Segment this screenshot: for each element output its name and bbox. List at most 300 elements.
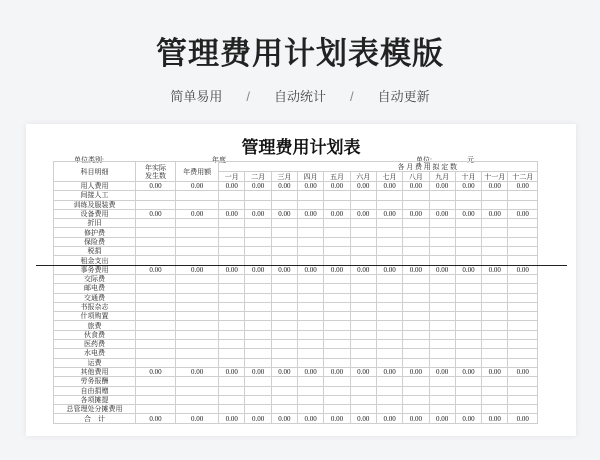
value-cell[interactable] — [271, 321, 297, 330]
value-cell[interactable] — [350, 349, 376, 358]
value-cell[interactable] — [136, 330, 176, 339]
value-cell[interactable] — [298, 200, 324, 209]
value-cell[interactable] — [136, 293, 176, 302]
value-cell[interactable]: 0.00 — [455, 414, 481, 423]
value-cell[interactable] — [455, 395, 481, 404]
value-cell[interactable] — [271, 302, 297, 311]
value-cell[interactable]: 0.00 — [376, 414, 402, 423]
value-cell[interactable] — [136, 237, 176, 246]
value-cell[interactable] — [350, 256, 376, 265]
value-cell[interactable] — [455, 274, 481, 283]
value-cell[interactable] — [271, 237, 297, 246]
value-cell[interactable] — [298, 228, 324, 237]
value-cell[interactable] — [324, 349, 350, 358]
value-cell[interactable] — [429, 274, 455, 283]
value-cell[interactable]: 0.00 — [508, 265, 538, 274]
value-cell[interactable]: 0.00 — [176, 209, 219, 218]
value-cell[interactable] — [508, 237, 538, 246]
value-cell[interactable] — [298, 219, 324, 228]
value-cell[interactable] — [350, 237, 376, 246]
value-cell[interactable] — [455, 228, 481, 237]
value-cell[interactable] — [482, 405, 508, 414]
value-cell[interactable] — [271, 191, 297, 200]
value-cell[interactable] — [176, 312, 219, 321]
value-cell[interactable] — [298, 386, 324, 395]
value-cell[interactable] — [350, 191, 376, 200]
value-cell[interactable] — [455, 349, 481, 358]
value-cell[interactable]: 0.00 — [403, 182, 429, 191]
value-cell[interactable] — [219, 293, 245, 302]
value-cell[interactable]: 0.00 — [271, 182, 297, 191]
value-cell[interactable] — [455, 340, 481, 349]
value-cell[interactable]: 0.00 — [508, 182, 538, 191]
value-cell[interactable]: 0.00 — [136, 367, 176, 376]
value-cell[interactable] — [376, 395, 402, 404]
value-cell[interactable] — [324, 330, 350, 339]
value-cell[interactable] — [298, 237, 324, 246]
value-cell[interactable] — [324, 302, 350, 311]
value-cell[interactable] — [403, 284, 429, 293]
value-cell[interactable] — [324, 237, 350, 246]
value-cell[interactable] — [429, 330, 455, 339]
value-cell[interactable] — [429, 200, 455, 209]
value-cell[interactable] — [176, 256, 219, 265]
value-cell[interactable] — [429, 302, 455, 311]
value-cell[interactable] — [403, 219, 429, 228]
value-cell[interactable]: 0.00 — [176, 367, 219, 376]
value-cell[interactable] — [219, 405, 245, 414]
value-cell[interactable] — [136, 247, 176, 256]
value-cell[interactable] — [508, 321, 538, 330]
value-cell[interactable] — [176, 340, 219, 349]
value-cell[interactable] — [219, 200, 245, 209]
value-cell[interactable] — [324, 386, 350, 395]
value-cell[interactable]: 0.00 — [482, 367, 508, 376]
value-cell[interactable]: 0.00 — [376, 209, 402, 218]
value-cell[interactable] — [298, 377, 324, 386]
value-cell[interactable]: 0.00 — [271, 209, 297, 218]
value-cell[interactable] — [508, 386, 538, 395]
value-cell[interactable] — [350, 293, 376, 302]
value-cell[interactable] — [219, 191, 245, 200]
value-cell[interactable] — [429, 358, 455, 367]
value-cell[interactable] — [245, 349, 271, 358]
value-cell[interactable] — [219, 312, 245, 321]
value-cell[interactable] — [482, 340, 508, 349]
value-cell[interactable] — [508, 284, 538, 293]
value-cell[interactable] — [324, 395, 350, 404]
value-cell[interactable] — [429, 191, 455, 200]
value-cell[interactable] — [482, 377, 508, 386]
value-cell[interactable] — [136, 200, 176, 209]
value-cell[interactable] — [245, 340, 271, 349]
value-cell[interactable]: 0.00 — [298, 209, 324, 218]
value-cell[interactable] — [271, 247, 297, 256]
value-cell[interactable]: 0.00 — [136, 182, 176, 191]
value-cell[interactable] — [136, 386, 176, 395]
value-cell[interactable] — [376, 330, 402, 339]
value-cell[interactable] — [219, 395, 245, 404]
value-cell[interactable] — [245, 358, 271, 367]
value-cell[interactable] — [350, 302, 376, 311]
value-cell[interactable] — [376, 386, 402, 395]
value-cell[interactable] — [324, 256, 350, 265]
value-cell[interactable] — [219, 302, 245, 311]
value-cell[interactable] — [324, 312, 350, 321]
value-cell[interactable] — [176, 395, 219, 404]
value-cell[interactable] — [376, 274, 402, 283]
value-cell[interactable] — [403, 191, 429, 200]
value-cell[interactable] — [271, 293, 297, 302]
value-cell[interactable]: 0.00 — [350, 182, 376, 191]
value-cell[interactable] — [429, 386, 455, 395]
value-cell[interactable] — [324, 321, 350, 330]
value-cell[interactable] — [403, 302, 429, 311]
value-cell[interactable] — [245, 228, 271, 237]
value-cell[interactable] — [324, 228, 350, 237]
value-cell[interactable]: 0.00 — [350, 265, 376, 274]
value-cell[interactable] — [429, 405, 455, 414]
value-cell[interactable] — [508, 312, 538, 321]
value-cell[interactable] — [376, 358, 402, 367]
value-cell[interactable] — [176, 405, 219, 414]
value-cell[interactable] — [136, 405, 176, 414]
value-cell[interactable] — [508, 200, 538, 209]
value-cell[interactable] — [482, 302, 508, 311]
value-cell[interactable] — [324, 284, 350, 293]
value-cell[interactable]: 0.00 — [429, 182, 455, 191]
value-cell[interactable]: 0.00 — [508, 414, 538, 423]
value-cell[interactable] — [508, 377, 538, 386]
value-cell[interactable]: 0.00 — [324, 265, 350, 274]
value-cell[interactable] — [508, 293, 538, 302]
value-cell[interactable] — [136, 377, 176, 386]
value-cell[interactable]: 0.00 — [455, 182, 481, 191]
value-cell[interactable] — [245, 200, 271, 209]
value-cell[interactable]: 0.00 — [429, 414, 455, 423]
value-cell[interactable] — [482, 330, 508, 339]
value-cell[interactable] — [508, 191, 538, 200]
value-cell[interactable] — [376, 191, 402, 200]
value-cell[interactable] — [245, 377, 271, 386]
value-cell[interactable] — [271, 330, 297, 339]
value-cell[interactable] — [350, 284, 376, 293]
value-cell[interactable] — [455, 284, 481, 293]
value-cell[interactable] — [403, 386, 429, 395]
value-cell[interactable] — [136, 358, 176, 367]
value-cell[interactable] — [176, 274, 219, 283]
value-cell[interactable] — [219, 284, 245, 293]
value-cell[interactable]: 0.00 — [298, 265, 324, 274]
value-cell[interactable] — [245, 284, 271, 293]
value-cell[interactable] — [219, 228, 245, 237]
value-cell[interactable] — [350, 330, 376, 339]
value-cell[interactable] — [245, 386, 271, 395]
value-cell[interactable] — [245, 330, 271, 339]
value-cell[interactable] — [298, 358, 324, 367]
value-cell[interactable] — [136, 191, 176, 200]
value-cell[interactable] — [324, 191, 350, 200]
value-cell[interactable] — [455, 191, 481, 200]
value-cell[interactable]: 0.00 — [403, 367, 429, 376]
value-cell[interactable] — [350, 395, 376, 404]
value-cell[interactable] — [508, 256, 538, 265]
value-cell[interactable] — [245, 219, 271, 228]
value-cell[interactable]: 0.00 — [136, 265, 176, 274]
value-cell[interactable] — [176, 191, 219, 200]
value-cell[interactable] — [508, 302, 538, 311]
value-cell[interactable] — [482, 386, 508, 395]
value-cell[interactable] — [376, 377, 402, 386]
value-cell[interactable] — [482, 358, 508, 367]
value-cell[interactable] — [298, 293, 324, 302]
value-cell[interactable] — [508, 395, 538, 404]
value-cell[interactable] — [176, 200, 219, 209]
value-cell[interactable]: 0.00 — [376, 367, 402, 376]
value-cell[interactable] — [136, 302, 176, 311]
value-cell[interactable] — [350, 219, 376, 228]
value-cell[interactable] — [136, 228, 176, 237]
value-cell[interactable] — [455, 321, 481, 330]
value-cell[interactable]: 0.00 — [245, 414, 271, 423]
value-cell[interactable] — [403, 256, 429, 265]
value-cell[interactable] — [219, 237, 245, 246]
value-cell[interactable] — [455, 358, 481, 367]
value-cell[interactable] — [403, 274, 429, 283]
value-cell[interactable]: 0.00 — [219, 182, 245, 191]
value-cell[interactable]: 0.00 — [376, 265, 402, 274]
value-cell[interactable] — [482, 237, 508, 246]
value-cell[interactable] — [176, 349, 219, 358]
value-cell[interactable]: 0.00 — [482, 209, 508, 218]
value-cell[interactable] — [350, 200, 376, 209]
value-cell[interactable] — [403, 237, 429, 246]
value-cell[interactable] — [455, 219, 481, 228]
value-cell[interactable] — [176, 358, 219, 367]
value-cell[interactable]: 0.00 — [176, 265, 219, 274]
value-cell[interactable] — [482, 284, 508, 293]
value-cell[interactable] — [219, 340, 245, 349]
value-cell[interactable] — [455, 293, 481, 302]
value-cell[interactable] — [136, 256, 176, 265]
value-cell[interactable] — [455, 377, 481, 386]
value-cell[interactable]: 0.00 — [219, 414, 245, 423]
value-cell[interactable] — [219, 219, 245, 228]
value-cell[interactable] — [482, 219, 508, 228]
value-cell[interactable] — [219, 321, 245, 330]
value-cell[interactable]: 0.00 — [324, 209, 350, 218]
value-cell[interactable] — [271, 405, 297, 414]
value-cell[interactable] — [350, 405, 376, 414]
value-cell[interactable] — [298, 330, 324, 339]
value-cell[interactable] — [429, 228, 455, 237]
value-cell[interactable] — [324, 200, 350, 209]
value-cell[interactable] — [176, 228, 219, 237]
value-cell[interactable]: 0.00 — [482, 414, 508, 423]
value-cell[interactable]: 0.00 — [271, 265, 297, 274]
value-cell[interactable] — [376, 302, 402, 311]
value-cell[interactable] — [298, 340, 324, 349]
value-cell[interactable] — [245, 405, 271, 414]
value-cell[interactable] — [176, 284, 219, 293]
value-cell[interactable] — [298, 247, 324, 256]
value-cell[interactable]: 0.00 — [324, 182, 350, 191]
value-cell[interactable] — [271, 312, 297, 321]
value-cell[interactable] — [482, 349, 508, 358]
value-cell[interactable] — [219, 247, 245, 256]
value-cell[interactable]: 0.00 — [324, 414, 350, 423]
value-cell[interactable]: 0.00 — [219, 367, 245, 376]
value-cell[interactable]: 0.00 — [508, 209, 538, 218]
value-cell[interactable] — [403, 377, 429, 386]
value-cell[interactable] — [176, 302, 219, 311]
value-cell[interactable]: 0.00 — [376, 182, 402, 191]
value-cell[interactable] — [219, 330, 245, 339]
value-cell[interactable] — [482, 321, 508, 330]
value-cell[interactable] — [176, 237, 219, 246]
value-cell[interactable]: 0.00 — [271, 414, 297, 423]
value-cell[interactable] — [482, 256, 508, 265]
value-cell[interactable] — [482, 228, 508, 237]
value-cell[interactable] — [455, 405, 481, 414]
value-cell[interactable] — [455, 386, 481, 395]
value-cell[interactable] — [429, 219, 455, 228]
value-cell[interactable] — [298, 302, 324, 311]
value-cell[interactable] — [482, 395, 508, 404]
value-cell[interactable] — [219, 386, 245, 395]
value-cell[interactable] — [136, 312, 176, 321]
value-cell[interactable]: 0.00 — [271, 367, 297, 376]
value-cell[interactable] — [376, 247, 402, 256]
value-cell[interactable] — [245, 321, 271, 330]
value-cell[interactable]: 0.00 — [455, 265, 481, 274]
value-cell[interactable] — [455, 200, 481, 209]
value-cell[interactable] — [403, 330, 429, 339]
value-cell[interactable]: 0.00 — [176, 182, 219, 191]
value-cell[interactable] — [271, 274, 297, 283]
value-cell[interactable] — [324, 377, 350, 386]
value-cell[interactable]: 0.00 — [298, 414, 324, 423]
value-cell[interactable] — [403, 293, 429, 302]
value-cell[interactable] — [455, 312, 481, 321]
value-cell[interactable] — [298, 284, 324, 293]
value-cell[interactable]: 0.00 — [298, 182, 324, 191]
value-cell[interactable]: 0.00 — [245, 367, 271, 376]
value-cell[interactable] — [350, 377, 376, 386]
value-cell[interactable] — [136, 284, 176, 293]
value-cell[interactable] — [298, 395, 324, 404]
value-cell[interactable] — [298, 321, 324, 330]
value-cell[interactable] — [271, 228, 297, 237]
value-cell[interactable] — [429, 340, 455, 349]
value-cell[interactable]: 0.00 — [403, 414, 429, 423]
value-cell[interactable]: 0.00 — [219, 209, 245, 218]
value-cell[interactable] — [508, 247, 538, 256]
value-cell[interactable] — [376, 349, 402, 358]
value-cell[interactable] — [350, 358, 376, 367]
value-cell[interactable]: 0.00 — [455, 367, 481, 376]
value-cell[interactable] — [376, 200, 402, 209]
value-cell[interactable]: 0.00 — [245, 182, 271, 191]
value-cell[interactable] — [350, 274, 376, 283]
value-cell[interactable] — [219, 358, 245, 367]
value-cell[interactable] — [429, 349, 455, 358]
value-cell[interactable]: 0.00 — [350, 209, 376, 218]
value-cell[interactable] — [455, 247, 481, 256]
value-cell[interactable]: 0.00 — [482, 182, 508, 191]
value-cell[interactable] — [219, 256, 245, 265]
value-cell[interactable] — [376, 340, 402, 349]
value-cell[interactable] — [376, 284, 402, 293]
value-cell[interactable] — [324, 358, 350, 367]
value-cell[interactable] — [350, 228, 376, 237]
value-cell[interactable] — [298, 274, 324, 283]
value-cell[interactable] — [350, 321, 376, 330]
value-cell[interactable] — [271, 358, 297, 367]
value-cell[interactable] — [271, 256, 297, 265]
value-cell[interactable] — [245, 274, 271, 283]
value-cell[interactable] — [324, 293, 350, 302]
value-cell[interactable] — [324, 274, 350, 283]
value-cell[interactable] — [271, 377, 297, 386]
value-cell[interactable] — [245, 247, 271, 256]
value-cell[interactable] — [376, 219, 402, 228]
value-cell[interactable] — [219, 349, 245, 358]
value-cell[interactable] — [429, 237, 455, 246]
value-cell[interactable] — [482, 247, 508, 256]
value-cell[interactable] — [429, 284, 455, 293]
value-cell[interactable] — [403, 395, 429, 404]
value-cell[interactable] — [482, 191, 508, 200]
value-cell[interactable] — [176, 377, 219, 386]
value-cell[interactable] — [403, 405, 429, 414]
value-cell[interactable] — [324, 340, 350, 349]
value-cell[interactable] — [376, 228, 402, 237]
value-cell[interactable] — [376, 405, 402, 414]
value-cell[interactable]: 0.00 — [508, 367, 538, 376]
value-cell[interactable] — [350, 386, 376, 395]
value-cell[interactable] — [245, 395, 271, 404]
value-cell[interactable]: 0.00 — [136, 209, 176, 218]
value-cell[interactable] — [508, 405, 538, 414]
value-cell[interactable] — [482, 293, 508, 302]
value-cell[interactable] — [324, 219, 350, 228]
value-cell[interactable] — [376, 237, 402, 246]
value-cell[interactable] — [403, 228, 429, 237]
value-cell[interactable] — [271, 284, 297, 293]
value-cell[interactable] — [403, 321, 429, 330]
value-cell[interactable] — [508, 228, 538, 237]
value-cell[interactable]: 0.00 — [403, 265, 429, 274]
value-cell[interactable]: 0.00 — [429, 367, 455, 376]
value-cell[interactable] — [403, 358, 429, 367]
value-cell[interactable] — [455, 237, 481, 246]
value-cell[interactable] — [482, 274, 508, 283]
value-cell[interactable] — [429, 247, 455, 256]
value-cell[interactable] — [508, 219, 538, 228]
value-cell[interactable]: 0.00 — [136, 414, 176, 423]
value-cell[interactable]: 0.00 — [403, 209, 429, 218]
value-cell[interactable] — [403, 200, 429, 209]
value-cell[interactable] — [350, 247, 376, 256]
value-cell[interactable]: 0.00 — [350, 367, 376, 376]
value-cell[interactable] — [298, 349, 324, 358]
value-cell[interactable] — [245, 302, 271, 311]
value-cell[interactable] — [136, 321, 176, 330]
value-cell[interactable] — [245, 256, 271, 265]
value-cell[interactable] — [271, 340, 297, 349]
value-cell[interactable] — [219, 377, 245, 386]
